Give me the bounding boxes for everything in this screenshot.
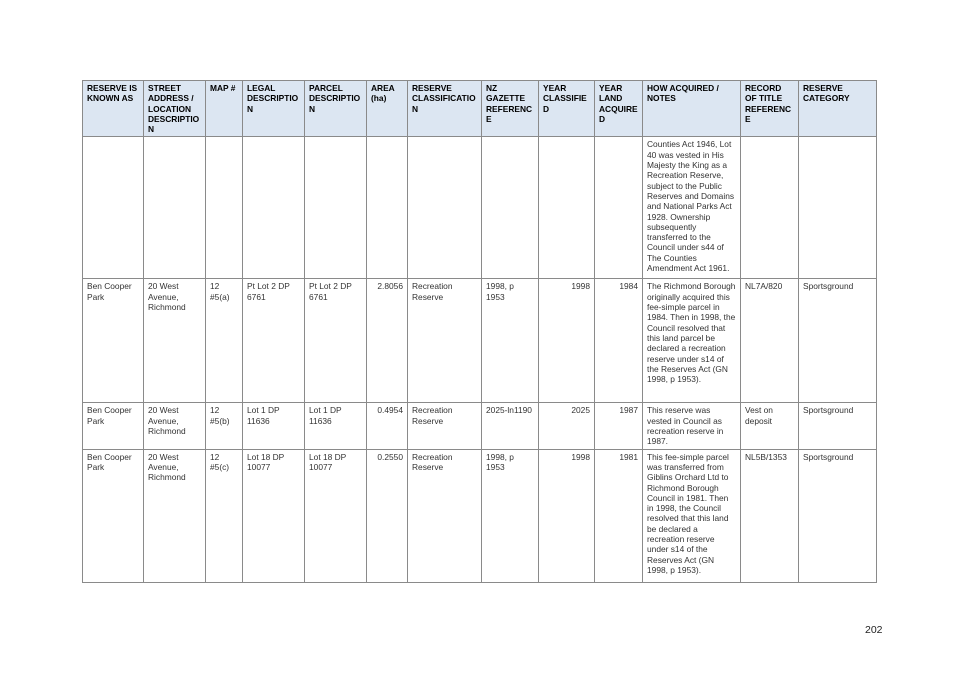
cell-title-reference xyxy=(741,137,799,279)
cell-classification: Recreation Reserve xyxy=(408,449,482,582)
cell-category: Sportsground xyxy=(799,279,877,403)
cell-reserve-name xyxy=(83,137,144,279)
cell-street-address: 20 West Avenue, Richmond xyxy=(144,449,206,582)
cell-category xyxy=(799,137,877,279)
header-title-reference: RECORD OF TITLE REFERENCE xyxy=(741,81,799,137)
cell-classification: Recreation Reserve xyxy=(408,403,482,449)
cell-map: 12 #5(c) xyxy=(206,449,243,582)
cell-legal-description: Lot 1 DP 11636 xyxy=(243,403,305,449)
cell-year-classified: 1998 xyxy=(539,449,595,582)
cell-map xyxy=(206,137,243,279)
cell-year-classified xyxy=(539,137,595,279)
header-gazette-reference: NZ GAZETTE REFERENCE xyxy=(482,81,539,137)
table-row xyxy=(83,449,877,582)
header-year-classified: YEAR CLASSIFIED xyxy=(539,81,595,137)
header-how-acquired: HOW ACQUIRED / NOTES xyxy=(643,81,741,137)
reserves-table xyxy=(82,80,877,583)
header-row xyxy=(83,81,877,137)
page-number: 202 xyxy=(865,624,883,636)
cell-map: 12 #5(a) xyxy=(206,279,243,403)
header-parcel-description: PARCEL DESCRIPTION xyxy=(305,81,367,137)
cell-area: 2.8056 xyxy=(367,279,408,403)
header-area: AREA (ha) xyxy=(367,81,408,137)
cell-area xyxy=(367,137,408,279)
cell-reserve-name: Ben Cooper Park xyxy=(83,403,144,449)
cell-gazette-reference: 1998, p 1953 xyxy=(482,279,539,403)
cell-legal-description: Pt Lot 2 DP 6761 xyxy=(243,279,305,403)
cell-year-classified: 1998 xyxy=(539,279,595,403)
cell-street-address xyxy=(144,137,206,279)
cell-year-acquired: 1984 xyxy=(595,279,643,403)
cell-map: 12 #5(b) xyxy=(206,403,243,449)
cell-gazette-reference: 2025-ln1190 xyxy=(482,403,539,449)
header-reserve-category: RESERVE CATEGORY xyxy=(799,81,877,137)
cell-street-address: 20 West Avenue, Richmond xyxy=(144,279,206,403)
cell-title-reference: NL5B/1353 xyxy=(741,449,799,582)
cell-legal-description: Lot 18 DP 10077 xyxy=(243,449,305,582)
cell-street-address: 20 West Avenue, Richmond xyxy=(144,403,206,449)
cell-category: Sportsground xyxy=(799,449,877,582)
cell-year-classified: 2025 xyxy=(539,403,595,449)
cell-notes: The Richmond Borough originally acquired this fee-simple parcel in 1984. Then in 1998, the Council resolved that this land parcel be declared a recreation reserve under s14 of the Reserves Act (GN 1998, p 1953). xyxy=(643,279,741,403)
cell-classification xyxy=(408,137,482,279)
cell-legal-description xyxy=(243,137,305,279)
cell-notes: Counties Act 1946, Lot 40 was vested in His Majesty the King as a Recreation Reserve, subject to the Public Reserves and Domains and National Parks Act 1928. Ownership subsequently transferred to the Council under s44 of The Counties Amendment Act 1961. xyxy=(643,137,741,279)
header-reserve-name: RESERVE IS KNOWN AS xyxy=(83,81,144,137)
header-street-address: STREET ADDRESS / LOCATION DESCRIPTION xyxy=(144,81,206,137)
cell-category: Sportsground xyxy=(799,403,877,449)
table-row xyxy=(83,279,877,403)
table-row xyxy=(83,403,877,449)
header-map: MAP # xyxy=(206,81,243,137)
cell-classification: Recreation Reserve xyxy=(408,279,482,403)
cell-reserve-name: Ben Cooper Park xyxy=(83,279,144,403)
cell-reserve-name: Ben Cooper Park xyxy=(83,449,144,582)
cell-title-reference: Vest on deposit xyxy=(741,403,799,449)
cell-parcel-description: Lot 1 DP 11636 xyxy=(305,403,367,449)
cell-year-acquired: 1987 xyxy=(595,403,643,449)
header-year-acquired: YEAR LAND ACQUIRED xyxy=(595,81,643,137)
cell-parcel-description: Pt Lot 2 DP 6761 xyxy=(305,279,367,403)
header-legal-description: LEGAL DESCRIPTION xyxy=(243,81,305,137)
cell-gazette-reference: 1998, p 1953 xyxy=(482,449,539,582)
cell-parcel-description xyxy=(305,137,367,279)
cell-area: 0.2550 xyxy=(367,449,408,582)
cell-notes: This reserve was vested in Council as recreation reserve in 1987. xyxy=(643,403,741,449)
cell-area: 0.4954 xyxy=(367,403,408,449)
cell-year-acquired xyxy=(595,137,643,279)
table-row xyxy=(83,137,877,279)
header-reserve-classification: RESERVE CLASSIFICATION xyxy=(408,81,482,137)
cell-year-acquired: 1981 xyxy=(595,449,643,582)
cell-parcel-description: Lot 18 DP 10077 xyxy=(305,449,367,582)
cell-title-reference: NL7A/820 xyxy=(741,279,799,403)
cell-notes: This fee-simple parcel was transferred from Giblins Orchard Ltd to Richmond Borough Council in 1981. Then in 1998, the Council resolved that this land be declared a recreation reserve under s14 of the Reserves Act (GN 1998, p 1953). xyxy=(643,449,741,582)
cell-gazette-reference xyxy=(482,137,539,279)
